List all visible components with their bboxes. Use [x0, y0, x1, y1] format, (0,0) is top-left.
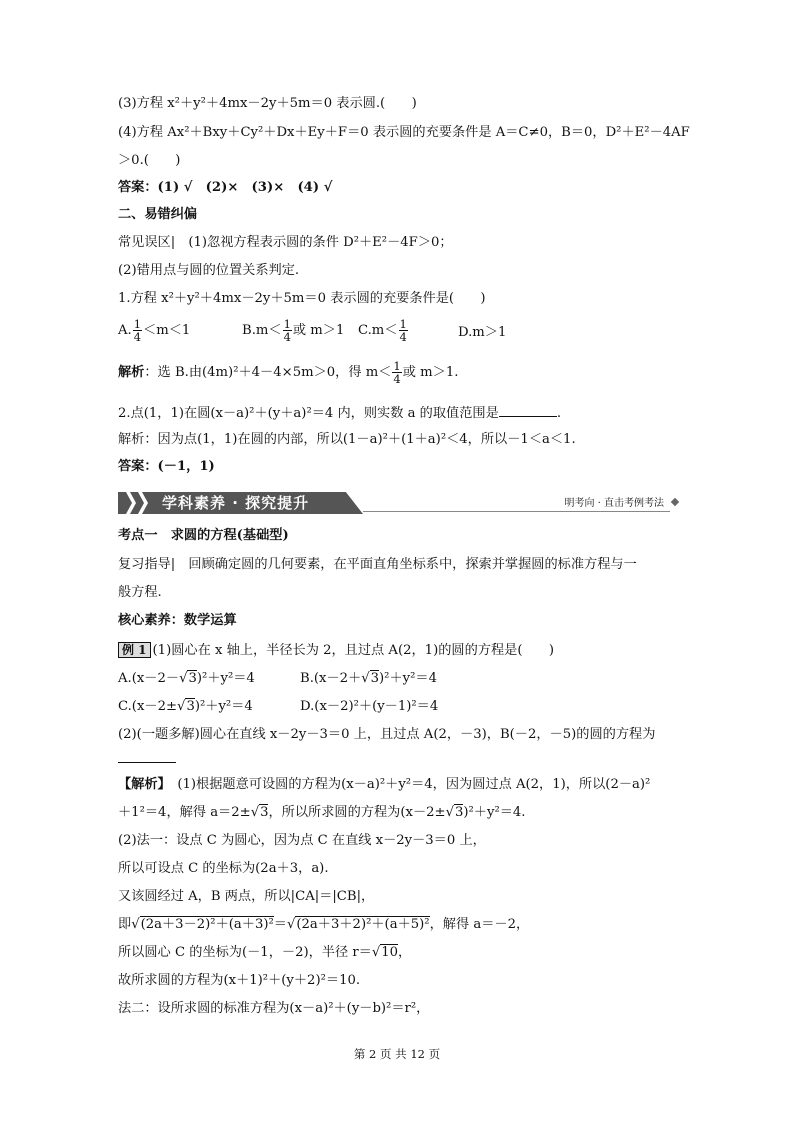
example-answer-blank [118, 750, 176, 769]
option-b: B.m＜ $\frac{1}{4}$ 或 m＞1 [242, 317, 345, 344]
problem-1: 1.方程 x²＋y²＋4mx－2y＋5m＝0 表示圆的充要条件是( ) [118, 291, 486, 306]
answer-blank [499, 404, 557, 417]
banner-title: 学科素养 · 探究提升 [162, 494, 310, 512]
option-d: D.m＞1 [458, 325, 507, 340]
example-option-b: B.(x－2＋√3)²＋y²＝4 [300, 671, 437, 686]
answer-block-1: 答案：(1) √ (2)× (3)× (4) √ [118, 180, 333, 195]
banner-subtitle: 明考向 · 直击考例考法 [564, 498, 664, 509]
analysis-line2: ＋1²＝4，解得 a＝2±√3，所以所求圆的方程为(x－2±√3)²＋y²＝4. [118, 805, 526, 820]
example-1-part2: (2)(一题多解)圆心在直线 x－2y－3＝0 上，且过点 A(2，－3)，B(－2，－5)的圆的方程为 [118, 727, 656, 742]
method1-line5: 所以圆心 C 的坐标为(－1，－2)，半径 r＝√10， [118, 945, 412, 960]
review-guide-line1: 复习指导| 回顾确定圆的几何要素，在平面直角坐标系中，探索并掌握圆的标准方程与一 [118, 557, 637, 572]
topic-1-heading: 考点一 求圆的方程(基础型) [118, 528, 289, 543]
common-errors-line1: 常见误区| (1)忽视方程表示圆的条件 D²＋E²－4F＞0； [118, 235, 453, 250]
method1-line3: 又该圆经过 A，B 两点，所以|CA|＝|CB|， [118, 889, 375, 904]
solution-2: 解析：因为点(1，1)在圆的内部，所以(1－a)²＋(1＋a)²＜4，所以－1＜a＜1. [118, 432, 576, 447]
review-guide-line2: 般方程. [118, 585, 162, 600]
method1-line1: (2)法一：设点 C 为圆心，因为点 C 在直线 x－2y－3＝0 上， [118, 833, 486, 848]
diamond-icon [671, 498, 679, 506]
example-badge: 例 1 [118, 642, 151, 658]
fraction: $\frac{1}{4}$ [399, 317, 407, 344]
banner-rule [363, 511, 670, 512]
method1-line4: 即√(2a＋3－2)²＋(a＋3)²＝√(2a＋3＋2)²＋(a＋5)²，解得 a＝－2， [118, 917, 530, 932]
fraction: $\frac{1}{4}$ [283, 317, 291, 344]
example-option-d: D.(x－2)²＋(y－1)²＝4 [300, 699, 439, 714]
question-4-line1: (4)方程 Ax²＋Bxy＋Cy²＋Dx＋Ey＋F＝0 表示圆的充要条件是 A＝C≠0，B＝0，D²＋E²－4AF [118, 125, 690, 140]
common-errors-line2: (2)错用点与圆的位置关系判定. [118, 263, 300, 278]
section-heading-2: 二、易错纠偏 [118, 207, 198, 222]
question-4-line2: ＞0.( ) [118, 153, 181, 168]
page-footer: 第 2 页 共 12 页 [353, 1047, 441, 1061]
method2-line1: 法二：设所求圆的标准方程为(x－a)²＋(y－b)²＝r²， [118, 1001, 430, 1016]
section-banner [118, 489, 678, 515]
analysis-line1: 【解析】 (1)根据题意可设圆的方程为(x－a)²＋y²＝4，因为圆过点 A(2，1)，所以(2－a)² [118, 777, 651, 792]
fraction: $\frac{1}{4}$ [393, 359, 401, 386]
core-literacy: 核心素养：数学运算 [118, 613, 237, 628]
option-c: C.m＜ $\frac{1}{4}$ [358, 317, 407, 344]
fraction: $\frac{1}{4}$ [133, 317, 142, 344]
example-option-a: A.(x－2－√3)²＋y²＝4 [118, 671, 255, 686]
example-option-c: C.(x－2±√3)²＋y²＝4 [118, 699, 253, 714]
method1-line2: 所以可设点 C 的坐标为(2a＋3，a). [118, 861, 329, 876]
answer-block-2: 答案：(－1，1) [118, 459, 215, 474]
question-3: (3)方程 x²＋y²＋4mx－2y＋5m＝0 表示圆.( ) [118, 96, 417, 111]
problem-2: 2.点(1，1)在圆(x－a)²＋(y＋a)²＝4 内，则实数 a 的取值范围是 . [118, 406, 562, 421]
example-1-part1: 例 1 (1)圆心在 x 轴上，半径长为 2，且过点 A(2，1)的圆的方程是( ) [118, 642, 554, 660]
option-a: A. $\frac{1}{4}$ ＜m＜1 [118, 317, 191, 344]
solution-1: 解析：选 B.由(4m)²＋4－4×5m＞0，得 m＜ $\frac{1}{4}$ 或 m＞1. [118, 359, 459, 386]
method1-line6: 故所求圆的方程为(x＋1)²＋(y＋2)²＝10. [118, 973, 361, 988]
